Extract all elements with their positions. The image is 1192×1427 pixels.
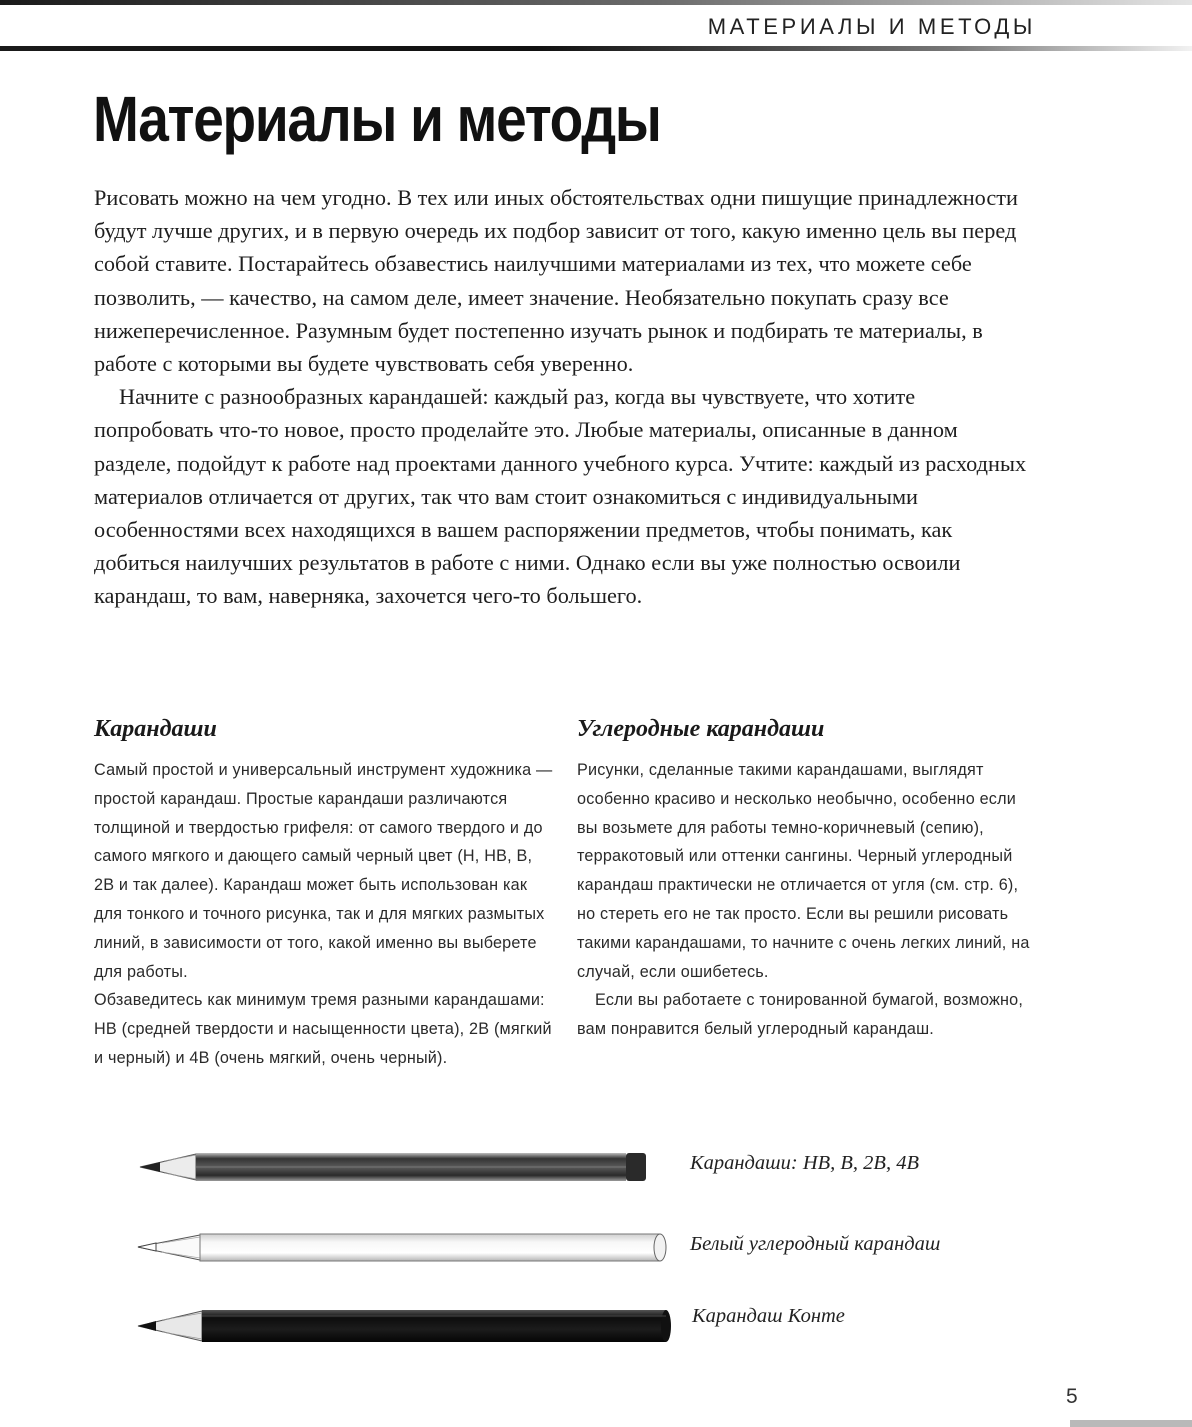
page-number: 5 [1066,1385,1078,1408]
header-rule [0,46,1192,51]
section-paragraph: Рисунки, сделанные такими карандашами, выглядят особенно красиво и несколько необычно, особенно если вы возьмете для работы темно-коричневый (сепию), терракотовый или оттенки сангины. Черный углеродный карандаш практически не отличается от угля (см. стр. 6), но стереть его не так просто. Если вы решили рисовать такими карандашами, то начните с очень легких линий, на случай, если ошибетесь. [577,761,1030,981]
conte-pencil-icon [134,1304,676,1348]
intro-paragraph: Рисовать можно на чем угодно. В тех или иных обстоятельствах одни пишущие принадлежности будут лучше других, и в первую очередь их подбор зависит от того, какую именно цель вы перед собой ставите. Постарайтесь обзавестись наилучшими материалами из тех, что можете себе позволить, — качество, на самом деле, имеет значение. Необязательно покупать сразу все нижеперечисленное. Разумным будет постепенно изучать рынок и подбирать те материалы, в работе с которыми вы будете чувствовать себя уверенно. [94,185,1018,377]
running-header: МАТЕРИАЛЫ И МЕТОДЫ [707,14,1036,39]
page-title: Материалы и методы [93,83,661,155]
section-heading: Карандаши [94,716,217,742]
intro-paragraph: Начните с разнообразных карандашей: каждый раз, когда вы чувствуете, что хотите попробовать что-то новое, просто проделайте это. Любые материалы, описанные в данном разделе, подойдут к работе над проектами данного учебного курса. Учтите: каждый из расходных материалов отличается от других, так что вам стоит ознакомиться с индивидуальными особенностями всех находящихся в вашем распоряжении предметов, чтобы понимать, как добиться наилучших результатов в работе с ними. Однако если вы уже полностью освоили карандаш, то вам, наверняка, захочется чего-то большего. [94,384,1027,609]
section-paragraph: Обзаведитесь как минимум тремя разными карандашами: HB (средней твердости и насыщенности цвета), 2B (мягкий и черный) и 4B (очень мягкий, очень черный). [94,991,552,1067]
section-heading: Углеродные карандаши [577,716,825,742]
section-pencils [94,712,556,1073]
section-paragraph: Самый простой и универсальный инструмент художника — простой карандаш. Простые карандаши различаются толщиной и твердостью грифеля: от самого твердого и до самого мягкого и дающего самый черный цвет (H, HB, B, 2B и так далее). Карандаш может быть использован как для тонкого и точного рисунка, так и для мягких размытых линий, в зависимости от того, какой именно вы выберете для работы. [94,761,553,981]
footer-bar [1070,1420,1192,1427]
pencil-caption: Белый углеродный карандаш [690,1233,941,1255]
top-rule [0,0,1192,5]
section-carbon-pencils [577,712,1039,1044]
pencil-caption: Карандаши: HB, B, 2B, 4B [690,1152,919,1174]
graphite-pencil-icon [134,1146,654,1188]
section-paragraph: Если вы работаете с тонированной бумагой, возможно, вам понравится белый углеродный карандаш. [577,991,1024,1039]
intro-text [94,181,1039,613]
pencil-caption: Карандаш Конте [692,1305,845,1327]
white-carbon-pencil-icon [134,1227,674,1269]
